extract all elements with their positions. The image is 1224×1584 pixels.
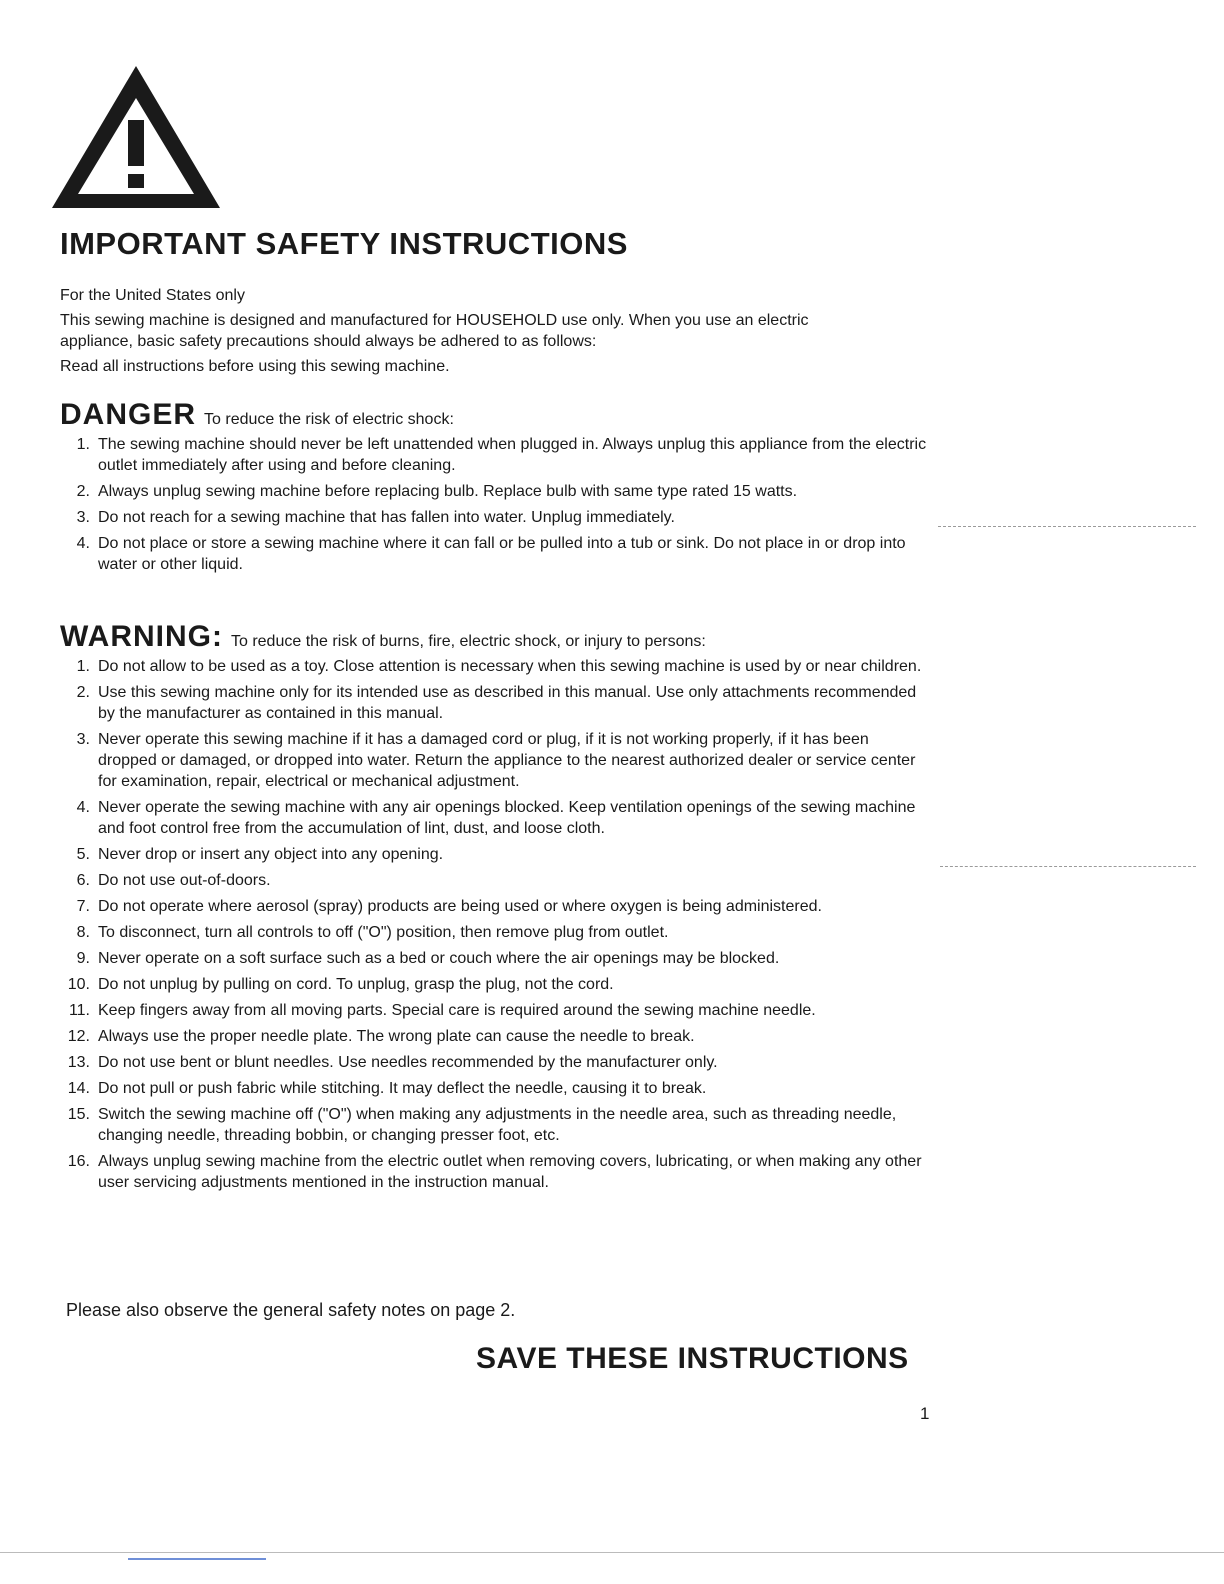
- list-item: [60, 1052, 930, 1073]
- item-text: Never operate the sewing machine with any air openings blocked. Keep ventilation openings of the sewing machine and foot control free from the accumulation of lint, dust, and loose cloth.: [98, 799, 916, 837]
- list-item: [60, 844, 930, 865]
- warning-list: [60, 656, 930, 1193]
- item-text: To disconnect, turn all controls to off ("O") position, then remove plug from outlet.: [98, 924, 669, 941]
- list-item: [60, 481, 930, 502]
- list-item: [60, 656, 930, 677]
- item-text: Switch the sewing machine off ("O") when making any adjustments in the needle area, such as threading needle, changing needle, threading bobbin, or changing presser foot, etc.: [98, 1106, 897, 1144]
- item-text: Do not unplug by pulling on cord. To unplug, grasp the plug, not the cord.: [98, 976, 614, 993]
- list-item: [60, 974, 930, 995]
- item-number: 4.: [76, 535, 90, 552]
- item-text: Do not pull or push fabric while stitching. It may deflect the needle, causing it to break.: [98, 1080, 707, 1097]
- warning-triangle-icon: [48, 62, 224, 212]
- warning-header: [60, 620, 930, 654]
- item-number: 13.: [67, 1054, 90, 1071]
- danger-section: [60, 398, 930, 580]
- intro-region: For the United States only: [60, 287, 245, 304]
- item-text: Do not allow to be used as a toy. Close attention is necessary when this sewing machine is used by or near children.: [98, 658, 922, 675]
- list-item: [60, 729, 930, 792]
- scan-artifact-divider: [938, 526, 1196, 527]
- item-text: Use this sewing machine only for its intended use as described in this manual. Use only attachments recommended by the manufacturer as contained in this manual.: [98, 684, 917, 722]
- scan-artifact-divider: [940, 866, 1196, 867]
- list-item: [60, 1104, 930, 1146]
- item-text: Do not place or store a sewing machine where it can fall or be pulled into a tub or sink. Do not place in or drop into water or other liquid.: [98, 535, 906, 573]
- item-text: Always unplug sewing machine from the electric outlet when removing covers, lubricating, or when making any other user servicing adjustments mentioned in the instruction manual.: [98, 1153, 922, 1191]
- item-number: 11.: [68, 1002, 90, 1019]
- item-number: 2.: [76, 684, 90, 701]
- item-number: 14.: [67, 1080, 90, 1097]
- list-item: [60, 682, 930, 724]
- item-text: Do not use bent or blunt needles. Use needles recommended by the manufacturer only.: [98, 1054, 718, 1071]
- bottom-accent-line: [128, 1558, 266, 1560]
- item-text: Never operate this sewing machine if it has a damaged cord or plug, if it is not working properly, if it has been dropped or damaged, or dropped into water. Return the appliance to the nearest authorized dealer or service center for examination, repair, electrical or mechanical adjustment.: [98, 731, 916, 790]
- save-instructions-heading: SAVE THESE INSTRUCTIONS: [476, 1342, 909, 1375]
- danger-header: [60, 398, 930, 432]
- warning-heading: WARNING:: [60, 620, 223, 653]
- item-number: 6.: [76, 872, 90, 889]
- item-number: 4.: [76, 799, 90, 816]
- danger-list: [60, 434, 930, 575]
- bottom-divider: [0, 1552, 1224, 1553]
- item-number: 1.: [76, 658, 90, 675]
- item-number: 8.: [76, 924, 90, 941]
- item-text: The sewing machine should never be left unattended when plugged in. Always unplug this appliance from the electric outlet immediately after using and before cleaning.: [98, 436, 927, 474]
- item-number: 2.: [76, 483, 90, 500]
- page-number: 1: [920, 1404, 930, 1423]
- item-number: 7.: [76, 898, 90, 915]
- item-number: 5.: [76, 846, 90, 863]
- footer-note: Please also observe the general safety notes on page 2.: [66, 1300, 516, 1320]
- item-number: 12.: [67, 1028, 90, 1045]
- item-text: Always use the proper needle plate. The wrong plate can cause the needle to break.: [98, 1028, 695, 1045]
- danger-subtitle: To reduce the risk of electric shock:: [204, 411, 454, 428]
- item-number: 3.: [76, 731, 90, 748]
- danger-heading: DANGER: [60, 398, 197, 431]
- list-item: [60, 922, 930, 943]
- item-text: Never operate on a soft surface such as a bed or couch where the air openings may be blocked.: [98, 950, 780, 967]
- list-item: [60, 948, 930, 969]
- item-number: 10.: [67, 976, 90, 993]
- item-number: 3.: [76, 509, 90, 526]
- list-item: [60, 797, 930, 839]
- item-number: 15.: [67, 1106, 90, 1123]
- list-item: [60, 896, 930, 917]
- intro-paragraph: This sewing machine is designed and manufactured for HOUSEHOLD use only. When you use an electric appliance, basic safety precautions should always be adhered to as follows:: [60, 312, 809, 350]
- item-number: 16.: [67, 1153, 90, 1170]
- item-text: Keep fingers away from all moving parts. Special care is required around the sewing machine needle.: [98, 1002, 816, 1019]
- item-text: Do not use out-of-doors.: [98, 872, 271, 889]
- list-item: [60, 1026, 930, 1047]
- list-item: [60, 533, 930, 575]
- item-text: Do not operate where aerosol (spray) products are being used or where oxygen is being administered.: [98, 898, 822, 915]
- item-text: Always unplug sewing machine before replacing bulb. Replace bulb with same type rated 15 watts.: [98, 483, 798, 500]
- page-title: IMPORTANT SAFETY INSTRUCTIONS: [60, 226, 628, 261]
- list-item: [60, 1078, 930, 1099]
- list-item: [60, 1151, 930, 1193]
- item-text: Do not reach for a sewing machine that has fallen into water. Unplug immediately.: [98, 509, 675, 526]
- warning-subtitle: To reduce the risk of burns, fire, electric shock, or injury to persons:: [230, 633, 706, 650]
- intro-block: [60, 285, 880, 381]
- item-text: Never drop or insert any object into any opening.: [98, 846, 444, 863]
- list-item: [60, 434, 930, 476]
- item-number: 1.: [76, 436, 90, 453]
- list-item: [60, 1000, 930, 1021]
- list-item: [60, 507, 930, 528]
- item-number: 9.: [76, 950, 90, 967]
- list-item: [60, 870, 930, 891]
- intro-read-instructions: Read all instructions before using this sewing machine.: [60, 358, 450, 375]
- warning-section: [60, 620, 930, 1198]
